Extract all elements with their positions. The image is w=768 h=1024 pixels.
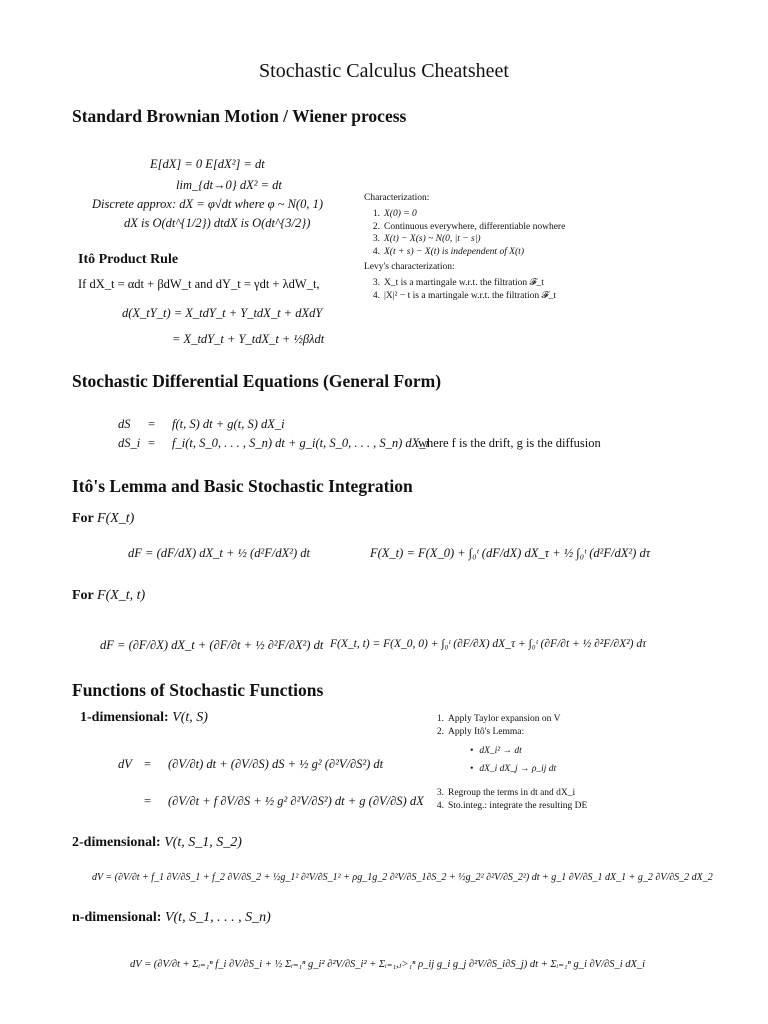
- one-d-line2: (∂V/∂t + f ∂V/∂S + ½ g² ∂²V/∂S²) dt + g (∂V/∂S) dX: [168, 794, 424, 808]
- ito-for2-integral: F(X_t, t) = F(X_0, 0) + ∫₀ᵗ (∂F/∂X) dX_τ + ∫₀ᵗ (∂F/∂t + ½ ∂²F/∂X²) dτ: [330, 638, 647, 650]
- steps-list-bottom: [426, 787, 587, 812]
- brownian-eq-discrete: Discrete approx: dX = φ√dt where φ ~ N(0, 1): [92, 197, 323, 211]
- list-item: 2. Continuous everywhere, differentiable nowhere: [372, 221, 566, 232]
- section-heading-functions: Functions of Stochastic Functions: [72, 680, 324, 700]
- section-heading-sde: Stochastic Differential Equations (General Form): [72, 371, 442, 391]
- levy-label: Levy's characterization:: [364, 262, 455, 272]
- section-heading-brownian: Standard Brownian Motion / Wiener process: [72, 106, 407, 126]
- sde-note: where f is the drift, g is the diffusion: [418, 436, 601, 450]
- one-d-heading: 1-dimensional: V(t, S): [80, 710, 208, 725]
- brownian-eq-expectation: E[dX] = 0 E[dX²] = dt: [150, 157, 265, 171]
- levy-list: [362, 277, 556, 302]
- steps-list-top: [426, 713, 560, 738]
- two-d-equation: dV = (∂V/∂t + f_1 ∂V/∂S_1 + f_2 ∂V/∂S_2 + ½g_1² ∂²V/∂S_1² + ρg_1g_2 ∂²V/∂S_1∂S_2 + ½g_2² ∂²V/∂S_2²) dt + g_1 ∂V/∂S_1 dX_1 + g_2 ∂V/∂S_2 dX_2: [92, 872, 713, 883]
- list-item: 4. X(t + s) − X(t) is independent of X(t): [372, 246, 524, 257]
- one-d-lhs: dV: [118, 757, 132, 771]
- product-rule-condition: If dX_t = αdt + βdW_t and dY_t = γdt + λdW_t,: [78, 277, 320, 291]
- n-d-equation: dV = (∂V/∂t + Σᵢ₌₁ⁿ f_i ∂V/∂S_i + ½ Σᵢ₌₁ⁿ g_i² ∂²V/∂S_i² + Σᵢ₌₁,ⱼ>₁ⁿ ρ_ij g_i g_j ∂²V/∂S_i∂S_j) dt + Σᵢ₌₁ⁿ g_i ∂V/∂S_i dX_i: [130, 959, 646, 970]
- ito-for1-heading: For F(X_t): [72, 511, 135, 526]
- list-item: • dX_i dX_j → ρ_ij dt: [470, 760, 556, 778]
- ito-for1-differential: dF = (dF/dX) dX_t + ½ (d²F/dX²) dt: [128, 546, 310, 560]
- list-item: 1. Apply Taylor expansion on V: [436, 714, 561, 724]
- one-d-line1: (∂V/∂t) dt + (∂V/∂S) dS + ½ g² (∂²V/∂S²) dt: [168, 757, 384, 771]
- list-item: 3. Regroup the terms in dt and dX_i: [436, 788, 576, 798]
- product-rule-heading: Itô Product Rule: [78, 252, 179, 267]
- list-item: 3. X(t) − X(s) ~ N(0, |t − s|): [372, 234, 481, 244]
- list-item: 3. X_t is a martingale w.r.t. the filtration 𝓕_t: [372, 278, 544, 288]
- list-item: 4. |X|² − t is a martingale w.r.t. the filtration 𝓕_t: [372, 290, 556, 301]
- list-item: • dX_i² → dt: [470, 742, 556, 760]
- brownian-eq-limit: lim_{dt→0} dX² = dt: [176, 178, 282, 192]
- one-d-eq2: =: [144, 794, 152, 808]
- brownian-eq-order: dX is O(dt^{1/2}) dtdX is O(dt^{3/2}): [124, 216, 311, 230]
- sde-line1-eq: =: [148, 417, 156, 431]
- list-item: 4. Sto.integ.: integrate the resulting DE: [436, 800, 588, 811]
- list-item: 1. X(0) = 0: [372, 209, 417, 219]
- ito-for2-heading: For F(X_t, t): [72, 588, 146, 603]
- product-rule-line2: = X_tdY_t + Y_tdX_t + ½βλdt: [172, 332, 325, 346]
- two-d-heading: 2-dimensional: V(t, S_1, S_2): [72, 835, 242, 850]
- section-heading-ito: Itô's Lemma and Basic Stochastic Integration: [72, 476, 413, 496]
- characterization-label: Characterization:: [364, 193, 430, 203]
- product-rule-line1: d(X_tY_t) = X_tdY_t + Y_tdX_t + dXdY: [122, 306, 323, 320]
- one-d-eq1: =: [144, 757, 152, 771]
- list-item: 2. Apply Itô's Lemma:: [436, 726, 525, 737]
- steps-bullets: [470, 742, 556, 778]
- page-title: Stochastic Calculus Cheatsheet: [259, 60, 509, 82]
- n-d-heading: n-dimensional: V(t, S_1, . . . , S_n): [72, 910, 271, 925]
- sde-line2-lhs: dS_i: [118, 436, 141, 450]
- characterization-list: [362, 208, 565, 258]
- ito-for2-differential: dF = (∂F/∂X) dX_t + (∂F/∂t + ½ ∂²F/∂X²) dt: [100, 638, 324, 652]
- sde-line2-rhs: f_i(t, S_0, . . . , S_n) dt + g_i(t, S_0, . . . , S_n) dX_i: [172, 436, 430, 450]
- ito-for1-integral: F(X_t) = F(X_0) + ∫₀ᵗ (dF/dX) dX_τ + ½ ∫₀ᵗ (d²F/dX²) dτ: [370, 546, 651, 560]
- sde-line2-eq: =: [148, 436, 156, 450]
- sde-line1-lhs: dS: [118, 417, 131, 431]
- sde-line1-rhs: f(t, S) dt + g(t, S) dX_i: [172, 417, 285, 431]
